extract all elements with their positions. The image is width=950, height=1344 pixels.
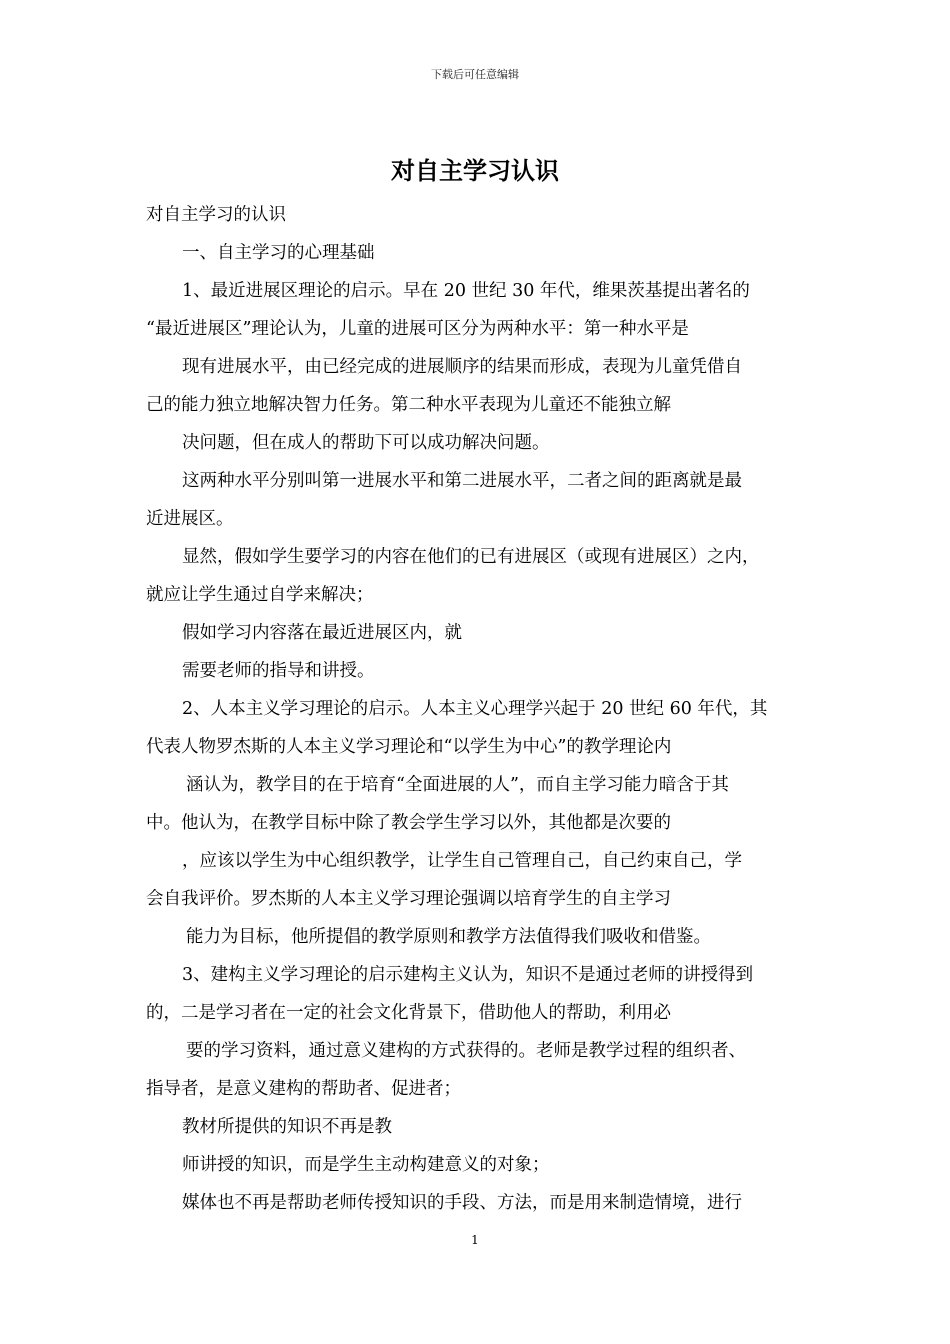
paragraph-line: 媒体也不再是帮助老师传授知识的手段、方法，而是用来制造情境，进行 — [182, 1193, 742, 1213]
paragraph-line: “最近进展区”理论认为，儿童的进展可区分为两种水平：第一种水平是 — [146, 319, 689, 339]
paragraph-line: 近进展区。 — [146, 509, 234, 529]
document-title: 对自主学习认识 — [391, 156, 559, 185]
paragraph-line: 决问题，但在成人的帮助下可以成功解决问题。 — [182, 433, 550, 453]
paragraph-line: 指导者，是意义建构的帮助者、促进者； — [146, 1079, 461, 1099]
paragraph-line: 这两种水平分别叫第一进展水平和第二进展水平，二者之间的距离就是最 — [182, 471, 742, 491]
paragraph-line: 己的能力独立地解决智力任务。第二种水平表现为儿童还不能独立解 — [146, 395, 671, 415]
paragraph-line: 显然，假如学生要学习的内容在他们的已有进展区（或现有进展区）之内， — [182, 547, 760, 567]
paragraph-line: 就应让学生通过自学来解决； — [146, 585, 374, 605]
paragraph-line: 的，二是学习者在一定的社会文化背景下，借助他人的帮助，利用必 — [146, 1003, 671, 1023]
paragraph-line: ，应该以学生为中心组织教学，让学生自己管理自己，自己约束自己，学 — [182, 851, 742, 871]
paragraph-line: 师讲授的知识，而是学生主动构建意义的对象； — [182, 1155, 550, 1175]
page-header: 下载后可任意编辑 — [431, 68, 519, 81]
paragraph-line: 要的学习资料，通过意义建构的方式获得的。老师是教学过程的组织者、 — [186, 1041, 746, 1061]
paragraph-line: 假如学习内容落在最近进展区内，就 — [182, 623, 462, 643]
paragraph-line: 一、自主学习的心理基础 — [182, 243, 375, 263]
paragraph-line: 会自我评价。罗杰斯的人本主义学习理论强调以培育学生的自主学习 — [146, 889, 671, 909]
paragraph-line: 教材所提供的知识不再是教 — [182, 1117, 392, 1137]
paragraph-line: 2、人本主义学习理论的启示。人本主义心理学兴起于 20 世纪 60 年代，其 — [182, 699, 768, 719]
document-body — [146, 196, 808, 1222]
paragraph-line: 需要老师的指导和讲授。 — [182, 661, 375, 681]
paragraph-line: 1、最近进展区理论的启示。早在 20 世纪 30 年代，维果茨基提出著名的 — [182, 281, 750, 301]
paragraph-line: 涵认为，教学目的在于培育“全面进展的人”，而自主学习能力暗含于其 — [186, 775, 729, 795]
paragraph-line: 代表人物罗杰斯的人本主义学习理论和“以学生为中心”的教学理论内 — [146, 737, 672, 757]
page-number: 1 — [471, 1233, 479, 1247]
paragraph-line: 3、建构主义学习理论的启示建构主义认为，知识不是通过老师的讲授得到 — [182, 965, 754, 985]
paragraph-line: 现有进展水平，由已经完成的进展顺序的结果而形成，表现为儿童凭借自 — [182, 357, 742, 377]
paragraph-line: 能力为目标，他所提倡的教学原则和教学方法值得我们吸收和借鉴。 — [186, 927, 711, 947]
paragraph-line: 对自主学习的认识 — [146, 205, 286, 225]
paragraph-line: 中。他认为，在教学目标中除了教会学生学习以外，其他都是次要的 — [146, 813, 671, 833]
